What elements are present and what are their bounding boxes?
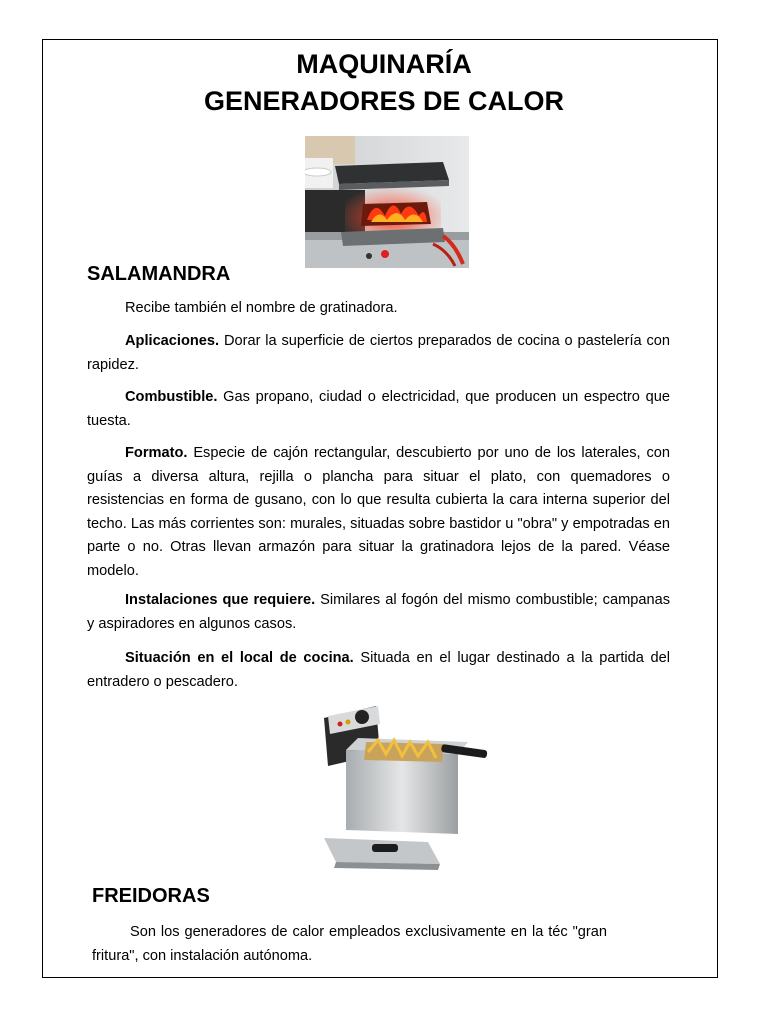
paragraph-formato	[87, 442, 670, 583]
section-heading-freidoras: FREIDORAS	[92, 885, 210, 907]
paragraph-freidoras	[92, 921, 607, 968]
paragraph-instalaciones	[87, 589, 670, 636]
situacion-text: Situada en el lugar destinado a la partida del entradero o pescadero.	[87, 650, 670, 690]
aplicaciones-label: Aplicaciones.	[125, 333, 220, 349]
formato-label: Formato.	[125, 445, 188, 461]
combustible-text: Gas propano, ciudad o electricidad, que producen un espectro que tuesta.	[87, 389, 670, 429]
instalaciones-text: Similares al fogón del mismo combustible; campanas y aspiradores en algunos casos.	[87, 592, 670, 632]
deep-fryer-image	[318, 702, 496, 876]
paragraph-aplicaciones	[87, 330, 670, 377]
combustible-label: Combustible.	[125, 389, 218, 405]
intro-text: Recibe también el nombre de gratinadora.	[125, 300, 398, 316]
paragraph-situacion	[87, 647, 670, 694]
freidoras-text: Son los generadores de calor empleados exclusivamente en la téc "gran fritura", con instalación autónoma.	[92, 924, 607, 964]
salamander-grill-image	[305, 136, 469, 268]
instalaciones-label: Instalaciones que requiere.	[125, 592, 316, 608]
page-title-line2: GENERADORES DE CALOR	[203, 86, 565, 116]
aplicaciones-text: Dorar la superficie de ciertos preparados de cocina o pastelería con rapidez.	[87, 333, 670, 373]
paragraph-intro	[87, 297, 670, 321]
formato-text: Especie de cajón rectangular, descubierto por uno de los laterales, con guías a diversa altura, rejilla o plancha para situar el plato, con quemadores o resistencias en forma de gusano, con lo que resulta cubierta la cara interna superior del techo. Las más corrientes son: murales, situadas sobre bastidor u "obra" y empotradas en parte o no. Otras llevan armazón para situar la gratinadora lejos de la pared. Véase modelo.	[87, 445, 670, 579]
situacion-label: Situación en el local de cocina.	[125, 650, 354, 666]
page-title-line1: MAQUINARÍA	[296, 49, 472, 79]
paragraph-combustible	[87, 386, 670, 433]
section-heading-salamandra: SALAMANDRA	[87, 263, 231, 285]
